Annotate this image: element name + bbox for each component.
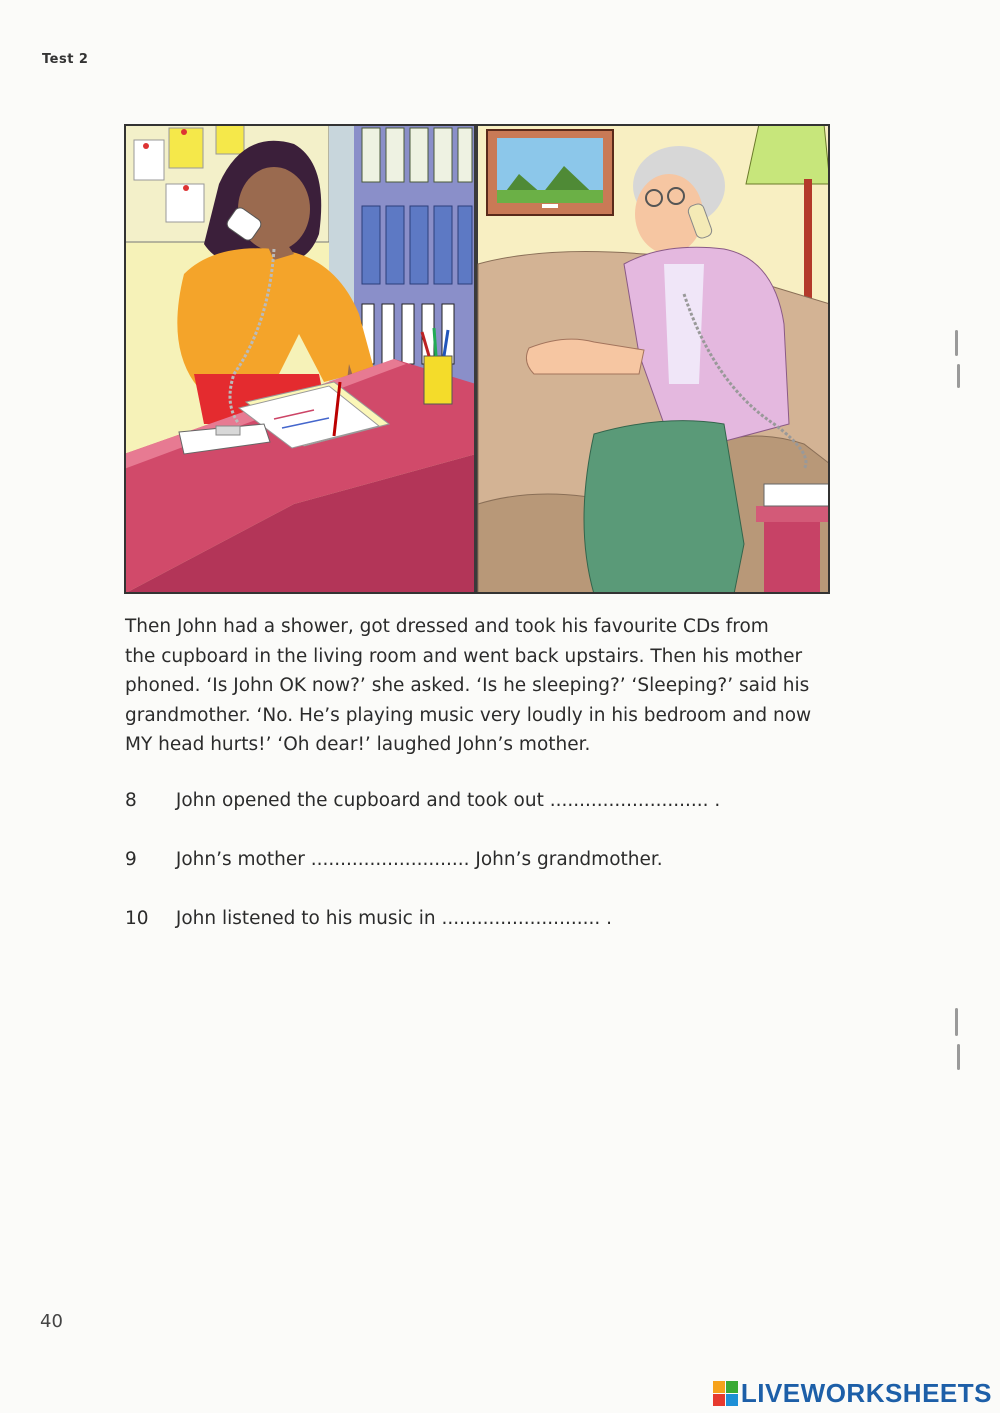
answer-blank[interactable]: ...........................	[441, 908, 601, 929]
question-8	[125, 790, 720, 811]
page-number: 40	[40, 1311, 63, 1332]
margin-mark	[955, 1008, 958, 1036]
answer-blank[interactable]: ...........................	[310, 849, 470, 870]
question-number: 10	[125, 908, 149, 929]
illustration-phone-call	[124, 124, 830, 594]
passage-line: the cupboard in the living room and went back upstairs. Then his mother	[125, 645, 803, 667]
question-text: John opened the cupboard and took out	[175, 790, 544, 811]
test-label: Test 2	[42, 52, 89, 67]
question-10	[125, 908, 612, 929]
passage-line: Then John had a shower, got dressed and took his favourite CDs from	[125, 616, 769, 637]
passage-line: phoned. ‘Is John OK now?’ she asked. ‘Is he sleeping?’ ‘Sleeping?’ said his	[125, 675, 810, 696]
question-text-end: .	[606, 908, 613, 929]
liveworksheets-brand[interactable]	[713, 1378, 992, 1409]
brand-name: LIVEWORKSHEETS	[740, 1378, 992, 1408]
question-text: John listened to his music in	[175, 908, 436, 929]
question-number: 9	[125, 849, 137, 870]
margin-mark	[957, 364, 960, 388]
question-9	[125, 849, 663, 870]
passage-line: MY head hurts!’ ‘Oh dear!’ laughed John’s mother.	[125, 734, 591, 755]
question-text: John’s mother	[175, 849, 305, 870]
passage-line: grandmother. ‘No. He’s playing music very loudly in his bedroom and now	[125, 704, 812, 726]
margin-mark	[957, 1044, 960, 1070]
question-number: 8	[125, 790, 137, 811]
left-panel-office	[124, 124, 476, 594]
question-text-end: John’s grandmother.	[475, 849, 663, 870]
right-panel-living-room	[478, 124, 830, 594]
question-text-end: .	[714, 790, 721, 811]
liveworksheets-logo-icon	[713, 1381, 739, 1407]
margin-mark	[955, 330, 958, 356]
answer-blank[interactable]: ...........................	[549, 790, 709, 811]
reading-passage	[125, 612, 835, 760]
